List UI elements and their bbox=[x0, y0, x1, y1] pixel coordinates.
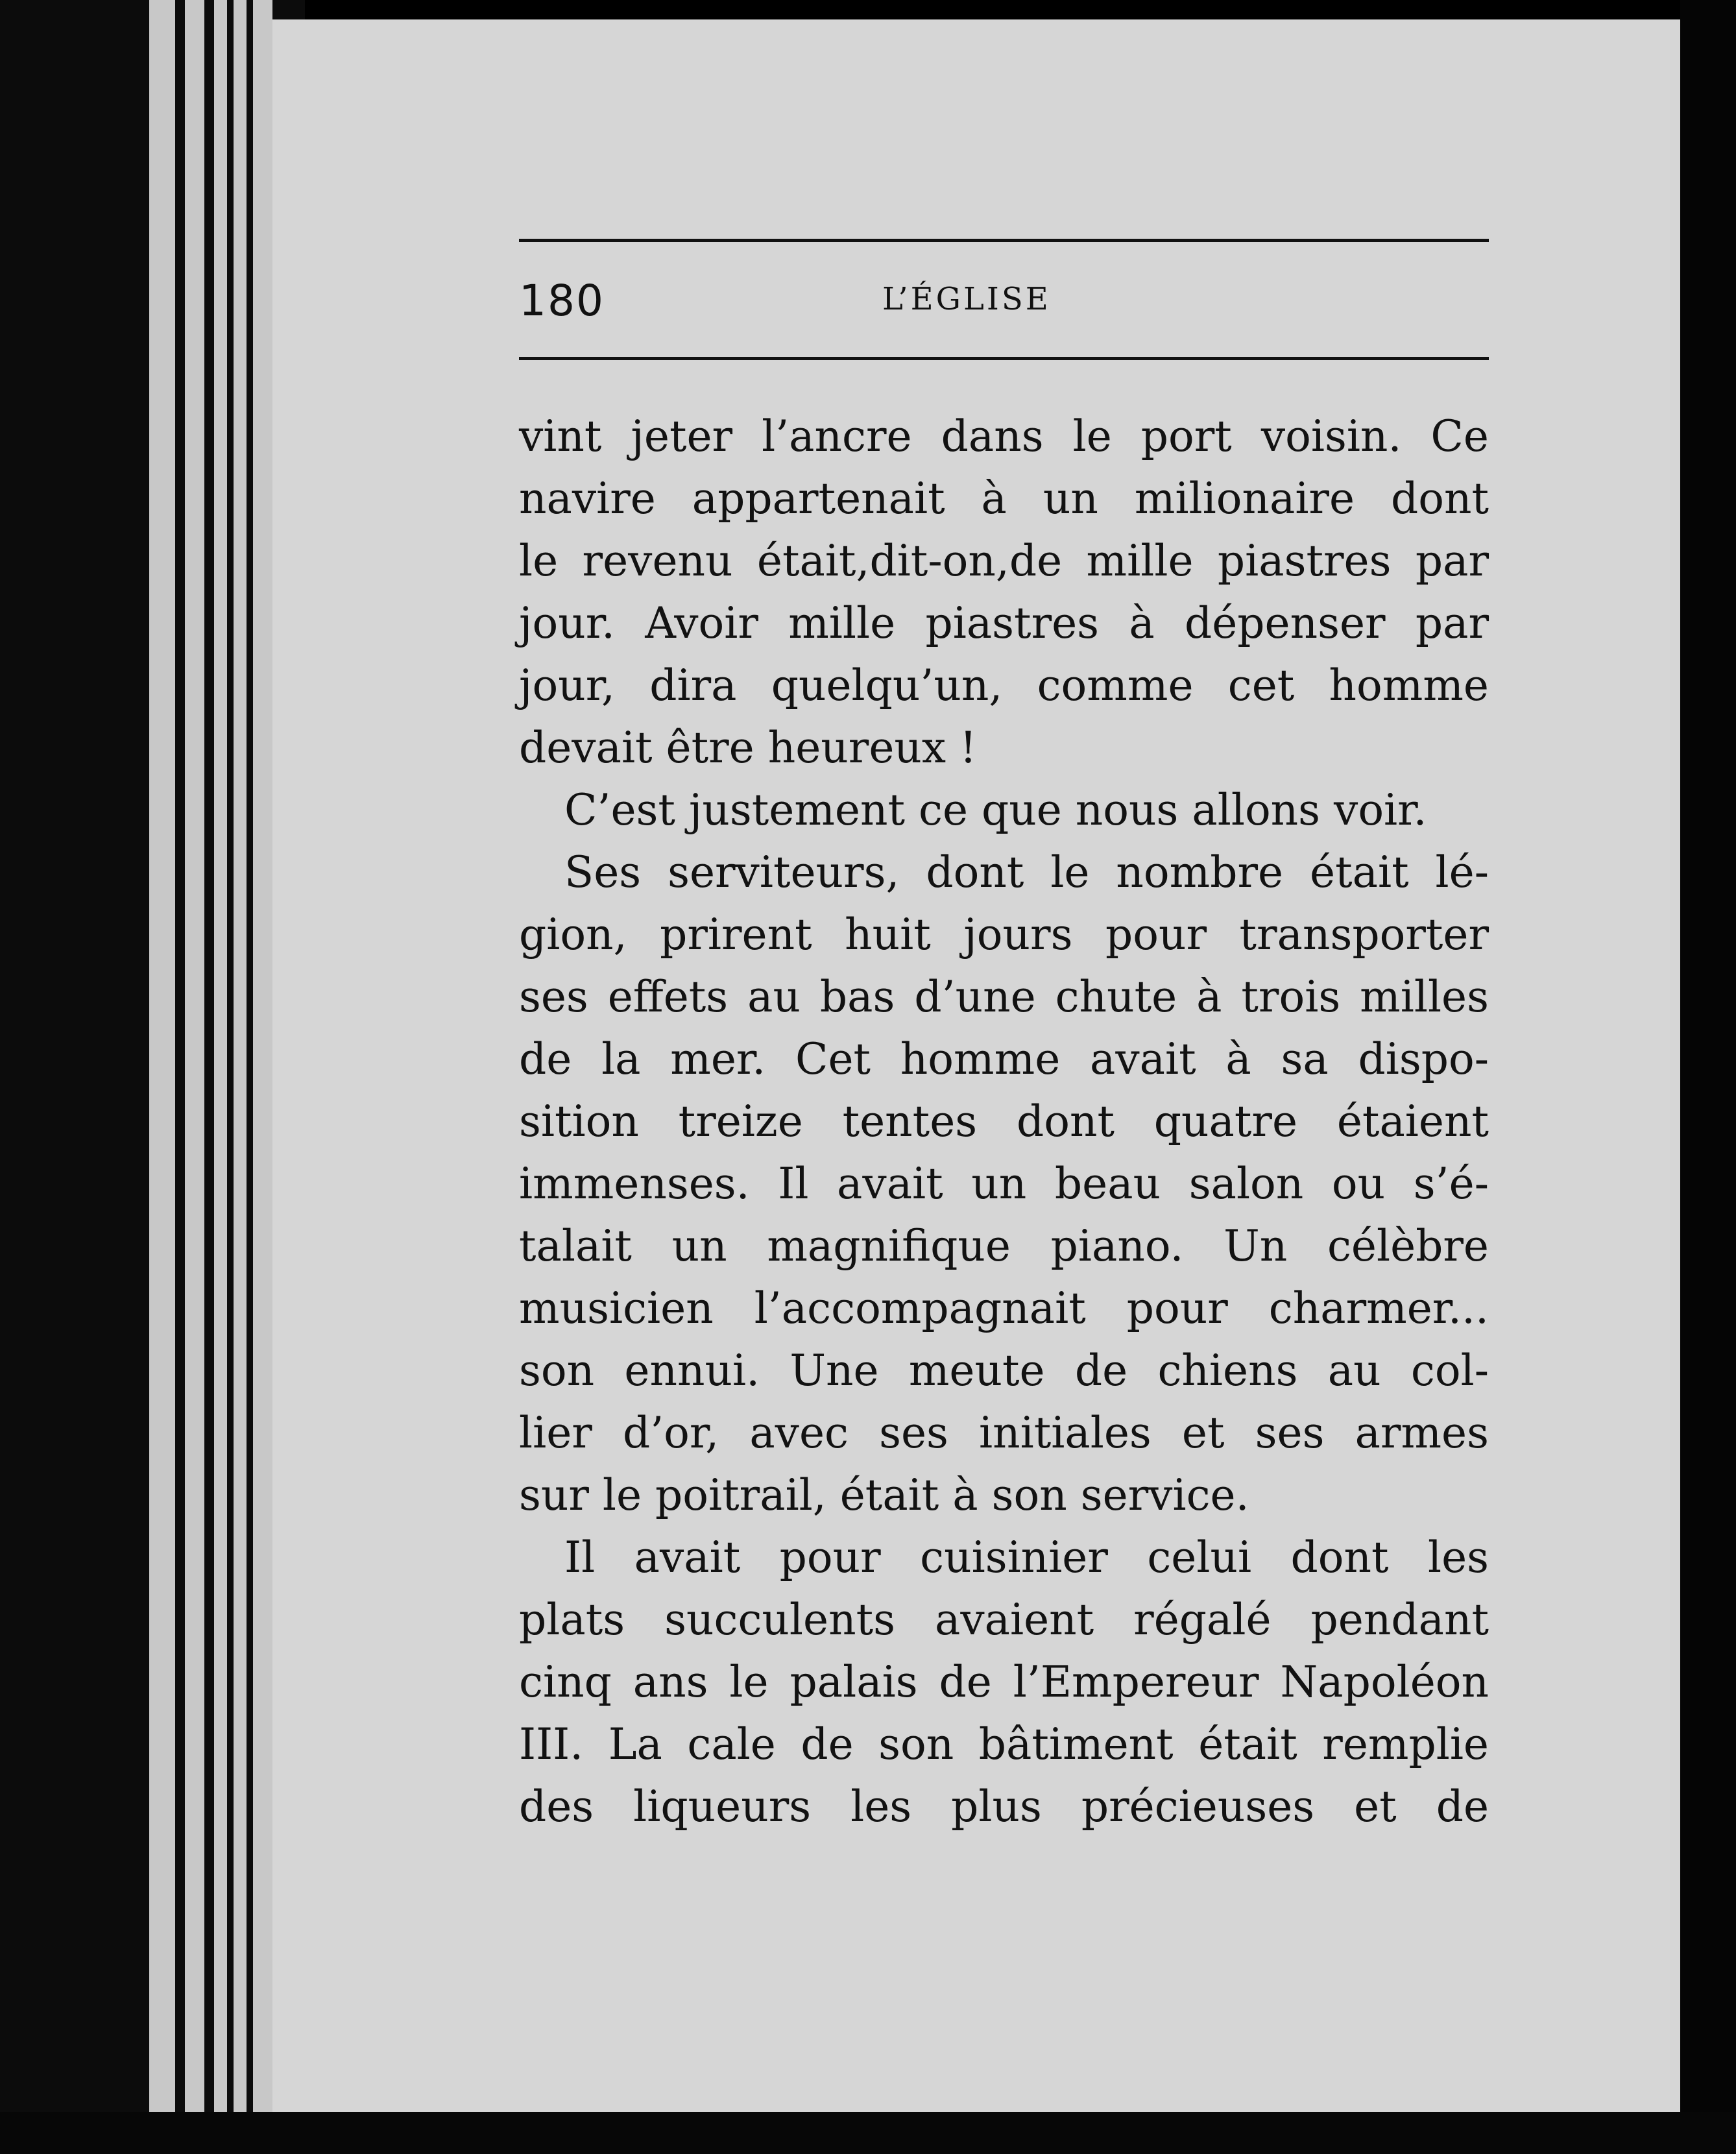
page-header bbox=[519, 276, 1489, 328]
text-line: devait être heureux ! bbox=[519, 723, 977, 773]
text-line: plats succulents avaient régalé pendant bbox=[519, 1595, 1489, 1645]
text-line: navire appartenait à un milionaire dont bbox=[519, 474, 1489, 524]
text-line: sur le poitrail, était à son service. bbox=[519, 1470, 1249, 1520]
text-line: cinq ans le palais de l’Empereur Napoléon bbox=[519, 1657, 1489, 1707]
text-line: son ennui. Une meute de chiens au col- bbox=[519, 1346, 1489, 1396]
header-bottom-rule bbox=[519, 357, 1489, 360]
edge-page-strip bbox=[149, 0, 175, 2154]
text-line: III. La cale de son bâtiment était remplie bbox=[519, 1719, 1489, 1769]
text-line: musicien l’accompagnait pour charmer... bbox=[519, 1283, 1489, 1333]
bottom-edge-shadow bbox=[0, 2112, 1736, 2154]
text-line: jour, dira quelqu’un, comme cet homme bbox=[519, 660, 1489, 710]
text-line: le revenu était,dit-on,de mille piastres par bbox=[519, 536, 1489, 586]
text-line: talait un magnifique piano. Un célèbre bbox=[519, 1221, 1489, 1271]
text-line: ses effets au bas d’une chute à trois milles bbox=[519, 972, 1489, 1022]
text-line: Il avait pour cuisinier celui dont les bbox=[564, 1532, 1489, 1582]
running-title: L’ÉGLISE bbox=[882, 281, 1051, 317]
text-line: C’est justement ce que nous allons voir. bbox=[564, 785, 1427, 835]
text-line: de la mer. Cet homme avait à sa dispo- bbox=[519, 1034, 1489, 1084]
edge-page-strip bbox=[185, 0, 204, 2154]
text-line: Ses serviteurs, dont le nombre était lé- bbox=[564, 847, 1489, 897]
edge-page-strip bbox=[214, 0, 227, 2154]
text-line: immenses. Il avait un beau salon ou s’é- bbox=[519, 1159, 1489, 1209]
text-line: jour. Avoir mille piastres à dépenser par bbox=[519, 598, 1489, 648]
body-text bbox=[519, 405, 1489, 1838]
text-line: des liqueurs les plus précieuses et de bbox=[519, 1782, 1489, 1832]
header-top-rule bbox=[519, 239, 1489, 242]
book-edge bbox=[0, 0, 305, 2154]
text-line: gion, prirent huit jours pour transporter bbox=[519, 910, 1489, 960]
edge-page-strip bbox=[253, 0, 272, 2154]
text-line: lier d’or, avec ses initiales et ses armes bbox=[519, 1408, 1489, 1458]
edge-page-strip bbox=[234, 0, 247, 2154]
text-line: sition treize tentes dont quatre étaient bbox=[519, 1096, 1489, 1146]
right-edge-shadow bbox=[1680, 0, 1736, 2154]
page-number: 180 bbox=[519, 276, 605, 326]
text-line: vint jeter l’ancre dans le port voisin. Ce bbox=[519, 411, 1489, 461]
